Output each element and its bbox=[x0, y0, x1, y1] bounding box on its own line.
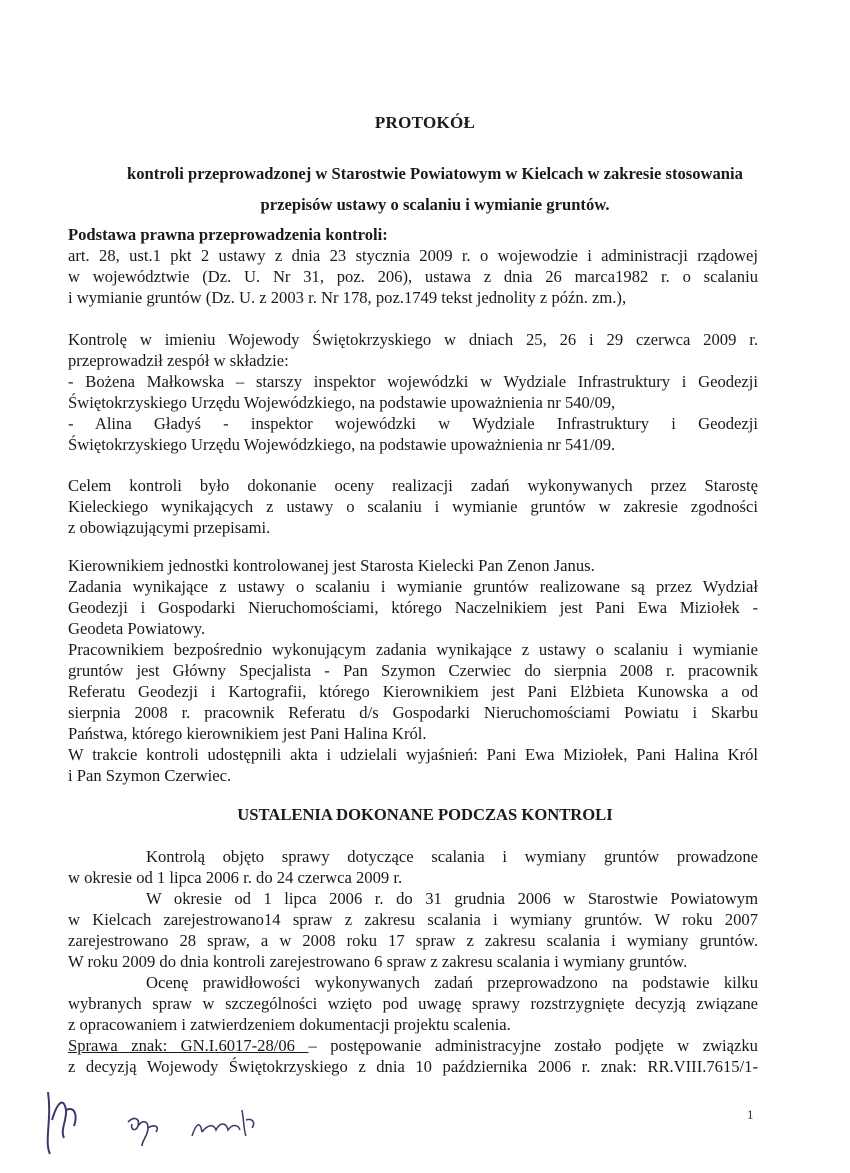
signature-1 bbox=[48, 1092, 76, 1154]
staff-line: Kierownikiem jednostki kontrolowanej jest Starosta Kielecki Pan Zenon Janus. bbox=[68, 556, 595, 575]
team-member-line: - Bożena Małkowska – starszy inspektor wojewódzki w Wydziale Infrastruktury i Geodezji bbox=[68, 372, 758, 391]
legal-basis-heading: Podstawa prawna przeprowadzenia kontroli: bbox=[68, 225, 388, 244]
control-team-section bbox=[68, 329, 758, 455]
purpose-line: z obowiązującymi przepisami. bbox=[68, 518, 271, 537]
case-reference: Sprawa znak: GN.I.6017-28/06 bbox=[68, 1036, 309, 1055]
team-member-line: Świętokrzyskiego Urzędu Wojewódzkiego, na podstawie upoważnienia nr 541/09. bbox=[68, 435, 616, 454]
purpose-line: Kieleckiego wynikających z ustawy o scalaniu i wymianie gruntów w zakresie zgodności bbox=[68, 497, 758, 516]
case-line bbox=[68, 1035, 758, 1056]
staff-section bbox=[68, 555, 758, 786]
findings-line: W roku 2009 do dnia kontroli zarejestrowano 6 spraw z zakresu scalania i wymiany gruntów. bbox=[68, 952, 688, 971]
staff-line: Państwa, którego kierownikiem jest Pani Halina Król. bbox=[68, 724, 427, 743]
findings-section bbox=[68, 846, 758, 1077]
case-line-rest: – postępowanie administracyjne zostało podjęte w związku bbox=[308, 1036, 758, 1055]
legal-basis-line: i wymianie gruntów (Dz. U. z 2003 r. Nr 178, poz.1749 tekst jednolity z późn. zm.), bbox=[68, 288, 627, 307]
staff-line: W trakcie kontroli udostępnili akta i udzielali wyjaśnień: Pani Ewa Miziołek, Pani Halina Król bbox=[68, 745, 758, 764]
staff-line: sierpnia 2008 r. pracownik Referatu d/s Gospodarki Nieruchomościami Powiatu i Skarbu bbox=[68, 703, 758, 722]
signature-2 bbox=[128, 1119, 157, 1146]
page-number: 1 bbox=[747, 1107, 754, 1122]
handwritten-signatures bbox=[30, 1080, 290, 1160]
staff-line: Pracownikiem bezpośrednio wykonującym zadania wynikające z ustawy o scalaniu i wymianie bbox=[68, 640, 758, 659]
staff-line: i Pan Szymon Czerwiec. bbox=[68, 766, 232, 785]
team-member-line: Świętokrzyskiego Urzędu Wojewódzkiego, na podstawie upoważnienia nr 540/09, bbox=[68, 393, 616, 412]
staff-line: Geodezji i Gospodarki Nieruchomościami, którego Naczelnikiem jest Pani Ewa Miziołek - bbox=[68, 598, 758, 617]
purpose-line: Celem kontroli było dokonanie oceny realizacji zadań wykonywanych przez Starostę bbox=[68, 476, 758, 495]
legal-basis-line: art. 28, ust.1 pkt 2 ustawy z dnia 23 stycznia 2009 r. o wojewodzie i administracji rządowej bbox=[68, 246, 758, 265]
document-title: PROTOKÓŁ bbox=[374, 113, 476, 132]
legal-basis-line: w województwie (Dz. U. Nr 31, poz. 206), ustawa z dnia 26 marca1982 r. o scalaniu bbox=[68, 267, 758, 286]
staff-line: Referatu Geodezji i Kartografii, którego Kierownikiem jest Pani Elżbieta Kunowska a od bbox=[68, 682, 758, 701]
control-purpose-section bbox=[68, 475, 758, 538]
findings-line: Kontrolą objęto sprawy dotyczące scalania i wymiany gruntów prowadzone bbox=[146, 847, 758, 866]
document-subtitle-line-1: kontroli przeprowadzonej w Starostwie Powiatowym w Kielcach w zakresie stosowania bbox=[127, 164, 743, 183]
staff-line: gruntów jest Główny Specjalista - Pan Szymon Czerwiec do sierpnia 2008 r. pracownik bbox=[68, 661, 758, 680]
findings-line: Ocenę prawidłowości wykonywanych zadań przeprowadzono na podstawie kilku bbox=[146, 973, 758, 992]
findings-line: zarejestrowano 28 spraw, a w 2008 roku 17 spraw z zakresu scalania i wymiany gruntów. bbox=[68, 931, 758, 950]
document-subtitle-line-2: przepisów ustawy o scalaniu i wymianie gruntów. bbox=[260, 195, 610, 214]
signature-3 bbox=[192, 1110, 254, 1136]
staff-line: Zadania wynikające z ustawy o scalaniu i wymianie gruntów realizowane są przez Wydział bbox=[68, 577, 758, 596]
team-member-line: - Alina Gładyś - inspektor wojewódzki w Wydziale Infrastruktury i Geodezji bbox=[68, 414, 758, 433]
legal-basis-section bbox=[68, 224, 758, 308]
staff-line: Geodeta Powiatowy. bbox=[68, 619, 206, 638]
findings-line: W okresie od 1 lipca 2006 r. do 31 grudnia 2006 w Starostwie Powiatowym bbox=[146, 889, 758, 908]
findings-line: w Kielcach zarejestrowano14 spraw z zakresu scalania i wymiany gruntów. W roku 2007 bbox=[68, 910, 758, 929]
findings-line: w okresie od 1 lipca 2006 r. do 24 czerwca 2009 r. bbox=[68, 868, 403, 887]
team-line: przeprowadził zespół w składzie: bbox=[68, 351, 289, 370]
findings-heading: USTALENIA DOKONANE PODCZAS KONTROLI bbox=[237, 805, 613, 824]
team-line: Kontrolę w imieniu Wojewody Świętokrzyskiego w dniach 25, 26 i 29 czerwca 2009 r. bbox=[68, 330, 758, 349]
case-line: z decyzją Wojewody Świętokrzyskiego z dnia 10 października 2006 r. znak: RR.VIII.7615/1- bbox=[68, 1057, 758, 1076]
findings-line: wybranych spraw w szczególności wzięto pod uwagę sprawy rozstrzygnięte decyzją związane bbox=[68, 994, 758, 1013]
findings-line: z opracowaniem i zatwierdzeniem dokumentacji projektu scalenia. bbox=[68, 1015, 511, 1034]
